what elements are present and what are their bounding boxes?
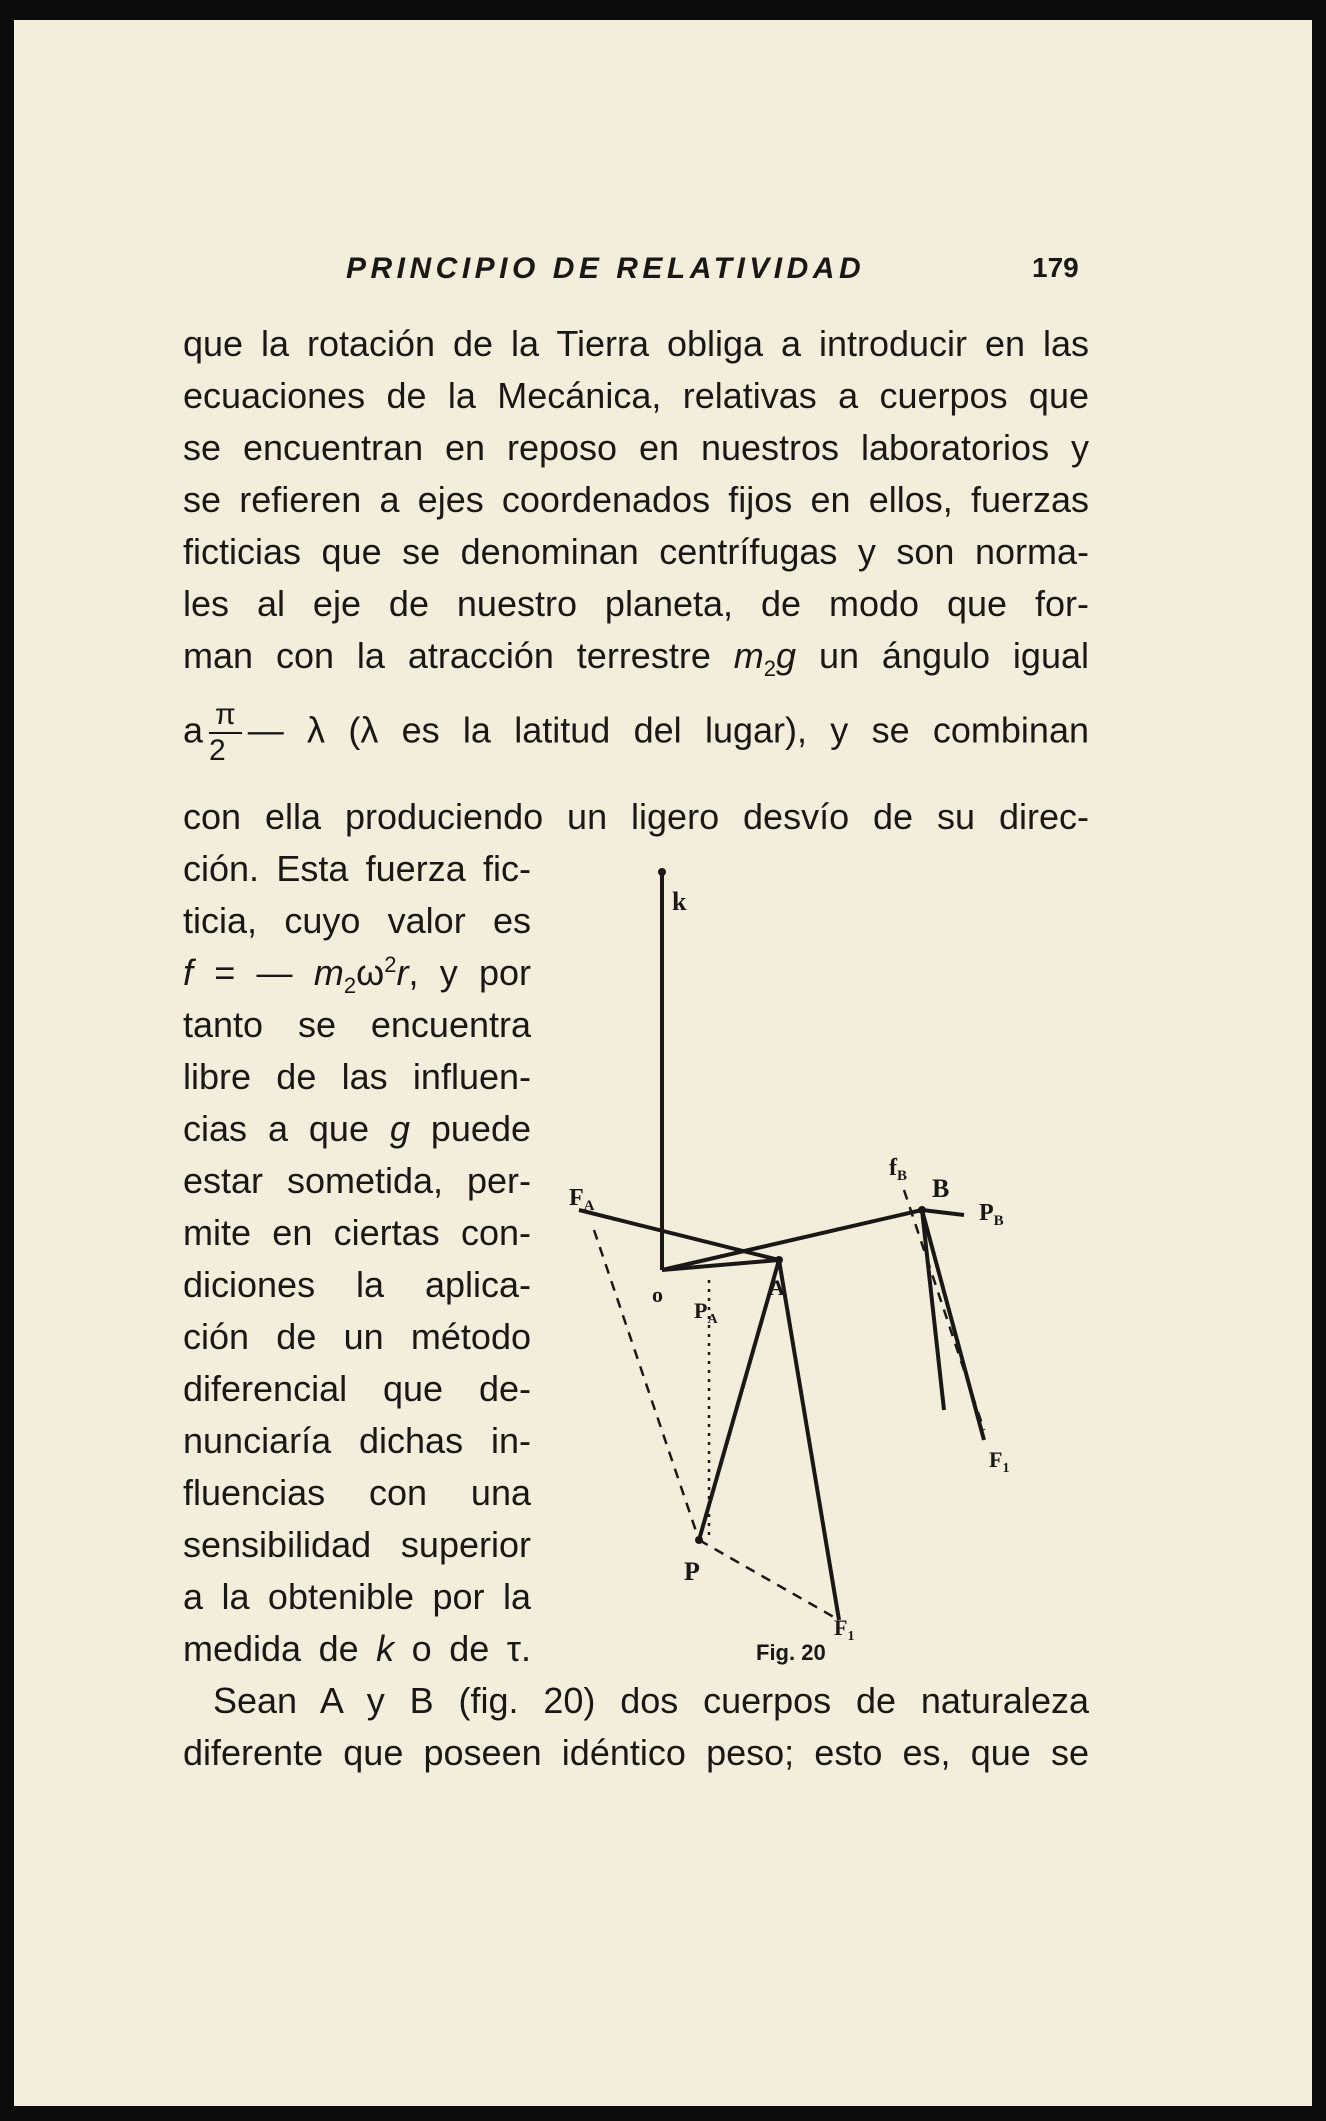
text-line: medida de k o de τ.: [183, 1628, 531, 1669]
label-fb2: F: [989, 1447, 1003, 1472]
svg-text:F1: [834, 1615, 854, 1644]
label-pb: P: [979, 1200, 994, 1226]
svg-text:fB: [889, 1155, 907, 1184]
book-page: [14, 20, 1312, 2106]
text-line: nunciaría dichas in-: [183, 1420, 531, 1461]
running-header: PRINCIPIO DE RELATIVIDAD: [346, 252, 866, 285]
figure-20-diagram: [534, 850, 1154, 1650]
svg-text:FA: [569, 1185, 595, 1214]
line-b-pb: [922, 1210, 964, 1215]
figure-caption: Fig. 20: [756, 1640, 826, 1665]
text-line: ción de un método: [183, 1316, 531, 1357]
label-p: P: [684, 1557, 700, 1586]
text-line: sensibilidad superior: [183, 1524, 531, 1565]
k-point: [658, 868, 666, 876]
text-line: estar sometida, per-: [183, 1160, 531, 1201]
label-fb-sub: B: [897, 1168, 908, 1184]
label-pb-sub: B: [993, 1213, 1004, 1229]
label-a: A: [769, 1275, 785, 1300]
text-line: diciones la aplica-: [183, 1264, 531, 1305]
label-k: k: [672, 887, 687, 916]
text-line: se encuentran en reposo en nuestros laboratorios y: [183, 427, 1089, 468]
svg-text:o: [652, 1282, 663, 1307]
text-line: ecuaciones de la Mecánica, relativas a cuerpos que: [183, 375, 1089, 416]
text-line: diferente que poseen idéntico peso; esto es, que se: [183, 1732, 1089, 1773]
svg-text:A: [769, 1275, 785, 1300]
text-line-formula: f = — $m_2\omega^2r$, y por: [183, 952, 531, 999]
dashed-line-fa-p: [594, 1230, 699, 1540]
text-line: libre de las influen-: [183, 1056, 531, 1097]
line-a-p: [699, 1260, 779, 1540]
svg-text:PA: [694, 1298, 718, 1327]
label-fa: F: [569, 1185, 584, 1211]
text-line: cias a que g puede: [183, 1108, 531, 1149]
text-line: se refieren a ejes coordenados fijos en ellos, fuerzas: [183, 479, 1089, 520]
text-line: man con la atracción terrestre $m_2g$ un ángulo igual: [183, 635, 1089, 682]
line-b-down: [922, 1210, 944, 1410]
point-p: [695, 1536, 703, 1544]
line-a-f1: [779, 1260, 839, 1620]
force-line-fa: [579, 1210, 779, 1260]
label-o: o: [652, 1282, 663, 1307]
text-line-paragraph-start: Sean A y B (fig. 20) dos cuerpos de naturaleza: [213, 1680, 1089, 1721]
label-f1-sub: 1: [847, 1629, 855, 1644]
text-line: fluencias con una: [183, 1472, 531, 1513]
text-line-fraction: a $\frac{\pi}{2}$ — λ (λ es la latitud del lugar), y se combinan: [183, 698, 1089, 767]
label-b: B: [932, 1174, 950, 1203]
pi-over-2-fraction: $\frac{\pi}{2}$: [209, 700, 242, 766]
dashed-line-p-f1: [699, 1540, 839, 1620]
label-fa-sub: A: [583, 1198, 595, 1214]
text-line: ticia, cuyo valor es: [183, 900, 531, 941]
text-line: que la rotación de la Tierra obliga a introducir en las: [183, 323, 1089, 364]
label-f1: F: [834, 1615, 848, 1640]
text-line: diferencial que de-: [183, 1368, 531, 1409]
point-b: [918, 1206, 926, 1214]
text-line: ción. Esta fuerza fic-: [183, 848, 531, 889]
text-line: ficticias que se denominan centrífugas y son norma-: [183, 531, 1089, 572]
svg-text:k: [672, 887, 687, 916]
text-line: con ella produciendo un ligero desvío de su direc-: [183, 796, 1089, 837]
label-pa-sub: A: [707, 1312, 718, 1327]
label-fb: f: [889, 1155, 897, 1181]
point-a: [775, 1256, 783, 1264]
svg-text:B: [932, 1174, 949, 1203]
text-line: tanto se encuentra: [183, 1004, 531, 1045]
text-line: a la obtenible por la: [183, 1576, 531, 1617]
page-number: 179: [1032, 252, 1079, 283]
svg-text:PB: [979, 1200, 1004, 1229]
svg-text:F1: [989, 1447, 1009, 1476]
text-line: mite en ciertas con-: [183, 1212, 531, 1253]
svg-text:P: [684, 1557, 700, 1586]
text-line: les al eje de nuestro planeta, de modo que for-: [183, 583, 1089, 624]
label-fb2-sub: 1: [1002, 1461, 1010, 1476]
label-pa: P: [694, 1298, 708, 1323]
line-b-f1: [922, 1210, 984, 1440]
